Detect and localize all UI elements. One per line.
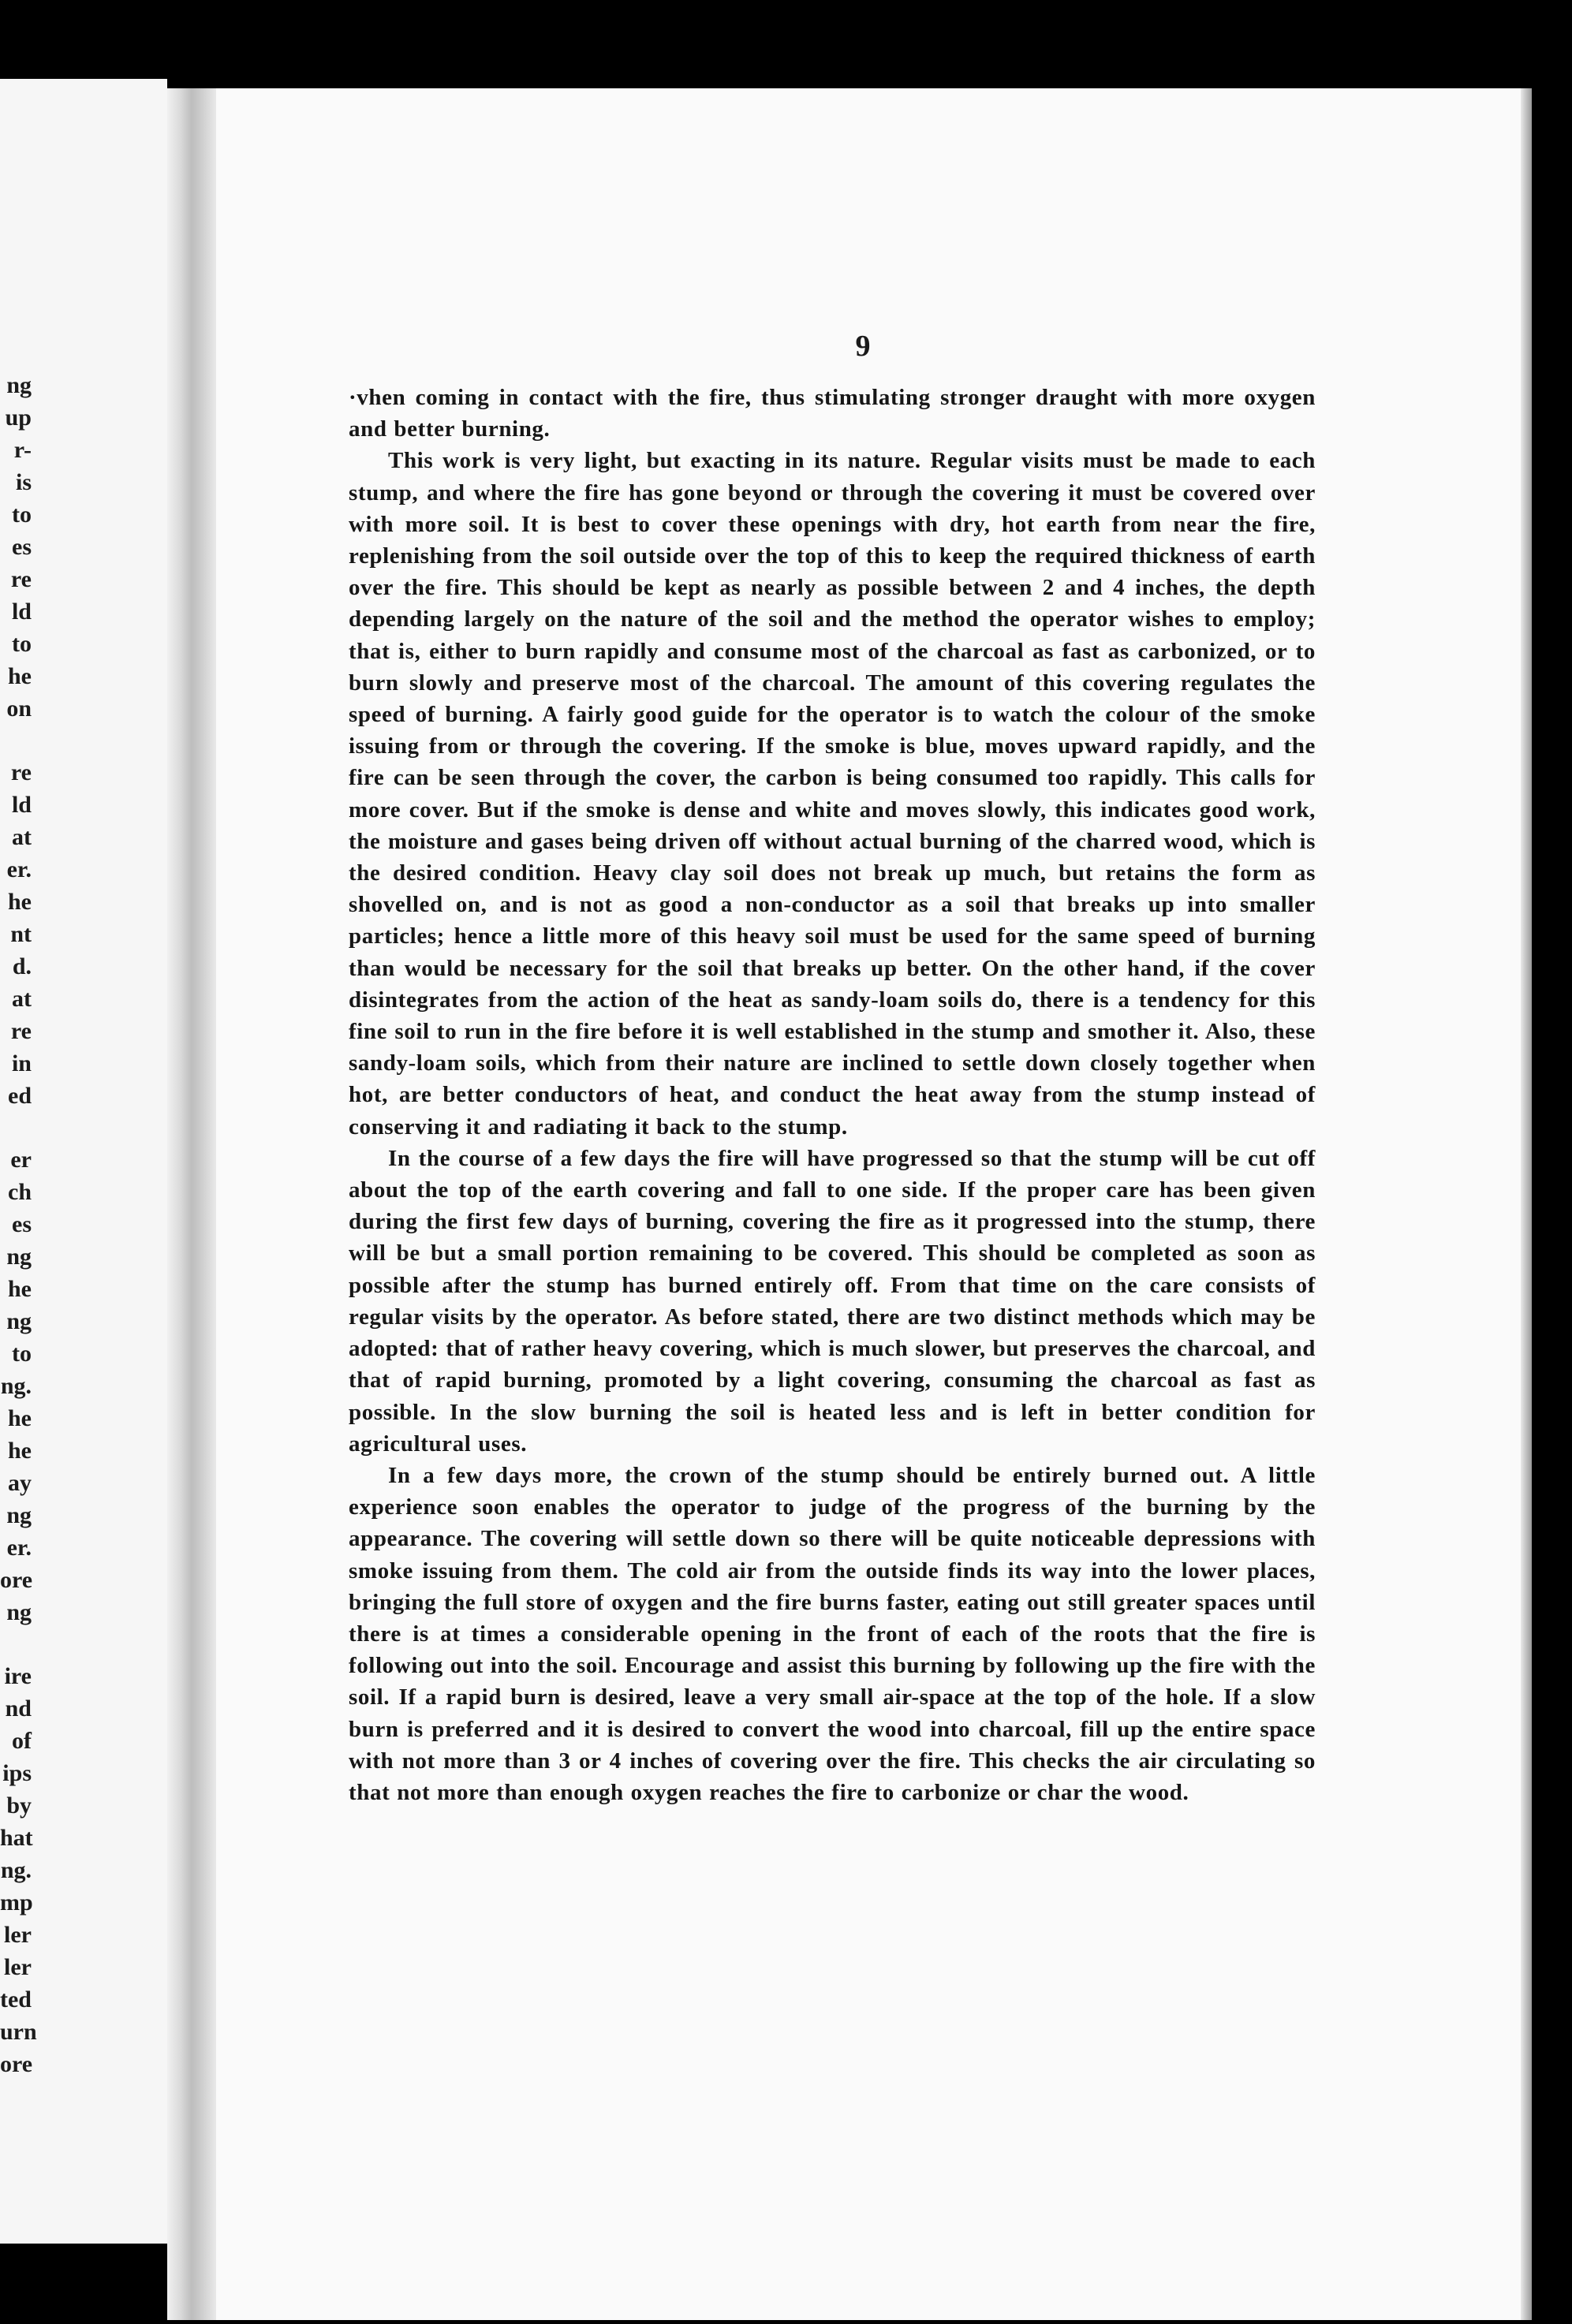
previous-page-edge-text [0,369,167,2080]
edge-word-fragment: he [8,1438,32,1464]
edge-word-fragment: re [10,1018,32,1044]
edge-word-fragment: by [6,1792,32,1819]
paragraph-gap [0,725,167,756]
edge-word-fragment: ng [6,1244,32,1270]
edge-word-fragment: he [8,889,32,915]
edge-word-fragment: ore [0,1567,33,1593]
edge-word-fragment: ng [6,1599,32,1625]
page-number: 9 [855,330,871,363]
edge-word-fragment: urn [0,2019,37,2045]
edge-word-fragment: es [12,534,32,560]
page-body-text [349,382,1316,1808]
book-gutter [167,88,216,2320]
edge-word-fragment: ng [6,1308,32,1334]
edge-word-fragment: er [10,1147,32,1173]
edge-word-fragment: up [5,405,32,431]
edge-word-fragment: ed [8,1083,32,1109]
edge-word-fragment: er. [6,1535,32,1561]
edge-word-fragment: d. [12,953,32,979]
edge-word-fragment: ire [4,1663,32,1689]
edge-word-fragment: on [6,696,32,722]
edge-word-fragment: in [11,1050,32,1076]
edge-word-fragment: ips [2,1760,32,1786]
edge-word-fragment: ng. [0,1373,32,1399]
edge-word-fragment: re [10,759,32,785]
edge-word-fragment: he [8,1405,32,1431]
edge-word-fragment: ld [11,599,32,625]
edge-word-fragment: at [12,986,32,1012]
paragraph-gap [0,1112,167,1143]
edge-word-fragment: nd [5,1695,32,1722]
edge-word-fragment: is [15,469,32,495]
paragraph: ·vhen coming in contact with the fire, thus stimulating stronger draught with more oxygen and better burning. [349,385,1316,442]
edge-word-fragment: ler [4,1954,32,1980]
paragraph-gap [0,1628,167,1660]
edge-word-fragment: ay [8,1470,32,1496]
edge-word-fragment: nt [10,921,32,947]
edge-word-fragment: es [12,1211,32,1237]
edge-word-fragment: he [8,663,32,689]
edge-word-fragment: to [12,502,32,528]
edge-word-fragment: ler [4,1922,32,1948]
edge-word-fragment: to [12,1341,32,1367]
edge-word-fragment: ng [6,1502,32,1528]
paragraph: This work is very light, but exacting in its nature. Regular visits must be made to each stump, and where the fire has gone beyond or through the covering it must be covered over with more soil. It is best to cover these openings with dry, hot earth from near the fire, replenishing from the soil outside over the top of this to keep the required thickness of earth over the fire. This should be kept as nearly as possible between 2 and 4 inches, the depth depending largely on the nature of the soil and the method the operator wishes to employ; that is, either to burn rapidly and consume most of the charcoal as fast as carbonized, or to burn slowly and preserve most of the charcoal. The amount of this covering regulates the speed of burning. A fairly good guide for the operator is to watch the colour of the smoke issuing from or through the covering. If the smoke is blue, moves upward rapidly, and the fire can be seen through the cover, the carbon is being consumed too rapidly. This calls for more cover. But if the smoke is dense and white and moves slowly, this indicates good work, the moisture and gases being driven off without actual burning of the charred wood, which is the desired condition. Heavy clay soil does not break up much, but retains the form as shovelled on, and is not as good a non-conductor as a soil that breaks up into smaller particles; hence a little more of this heavy soil must be used for the same speed of burning than would be necessary for the soil that breaks up better. On the other hand, if the cover disintegrates from the action of the heat as sandy-loam soils do, there is a tendency for this fine soil to run in the fire before it is well established in the stump and smother it. Also, these sandy-loam soils, which from their nature are inclined to settle down closely together when hot, are better conductors of heat, and conduct the heat away from the stump instead of conserving it and radiating it back to the stump. [349,448,1316,1140]
page-right-edge [1521,88,1532,2320]
paragraph: In the course of a few days the fire will have progressed so that the stump will be cut off about the top of the earth covering and fall to one side. If the proper care has been given during the first few days of burning, covering the fire as it progressed into the stump, there will be but a small portion remaining to be covered. This should be completed as soon as possible after the stump has burned entirely off. From that time on the care consists of regular visits by the operator. As before stated, there are two distinct methods which may be adopted: that of rather heavy covering, which is much slower, but preserves the charcoal, and that of rapid burning, promoted by a light covering, consuming the charcoal as fast as possible. In the slow burning the soil is heated less and is left in better condition for agricultural uses. [349,1145,1316,1457]
edge-word-fragment: er. [6,856,32,882]
edge-word-fragment: to [12,631,32,657]
edge-word-fragment: of [12,1728,32,1754]
edge-word-fragment: ng [6,372,32,398]
edge-word-fragment: ld [11,792,32,818]
paragraph: In a few days more, the crown of the stump should be entirely burned out. A little experience soon enables the operator to judge of the progress of the burning by the appearance. The covering will settle down so there will be quite noticeable depressions with smoke issuing from them. The cold air from the outside finds its way into the lower places, bringing the full store of oxygen and the fire burns faster, eating out still greater spaces until there is at times a considerable opening in the front of each of the roots that the fire is following out into the soil. Encourage and assist this burning by following up the fire with the soil. If a rapid burn is desired, leave a very small air-space at the top of the hole. If a slow burn is preferred and it is desired to convert the wood into charcoal, fill up the entire space with not more than 3 or 4 inches of covering over the fire. This checks the air circulating so that not more than enough oxygen reaches the fire to carbonize or char the wood. [349,1462,1316,1805]
edge-word-fragment: ore [0,2051,33,2077]
edge-word-fragment: at [12,824,32,850]
edge-word-fragment: ch [8,1179,32,1205]
edge-word-fragment: r- [13,437,32,463]
book-page [216,88,1521,2320]
edge-word-fragment: re [10,566,32,592]
edge-word-fragment: ng. [0,1857,32,1883]
edge-word-fragment: hat [0,1825,33,1851]
previous-page-fragment [0,79,167,2244]
edge-word-fragment: mp [0,1889,33,1916]
edge-word-fragment: ted [0,1986,32,2013]
edge-word-fragment: he [8,1276,32,1302]
